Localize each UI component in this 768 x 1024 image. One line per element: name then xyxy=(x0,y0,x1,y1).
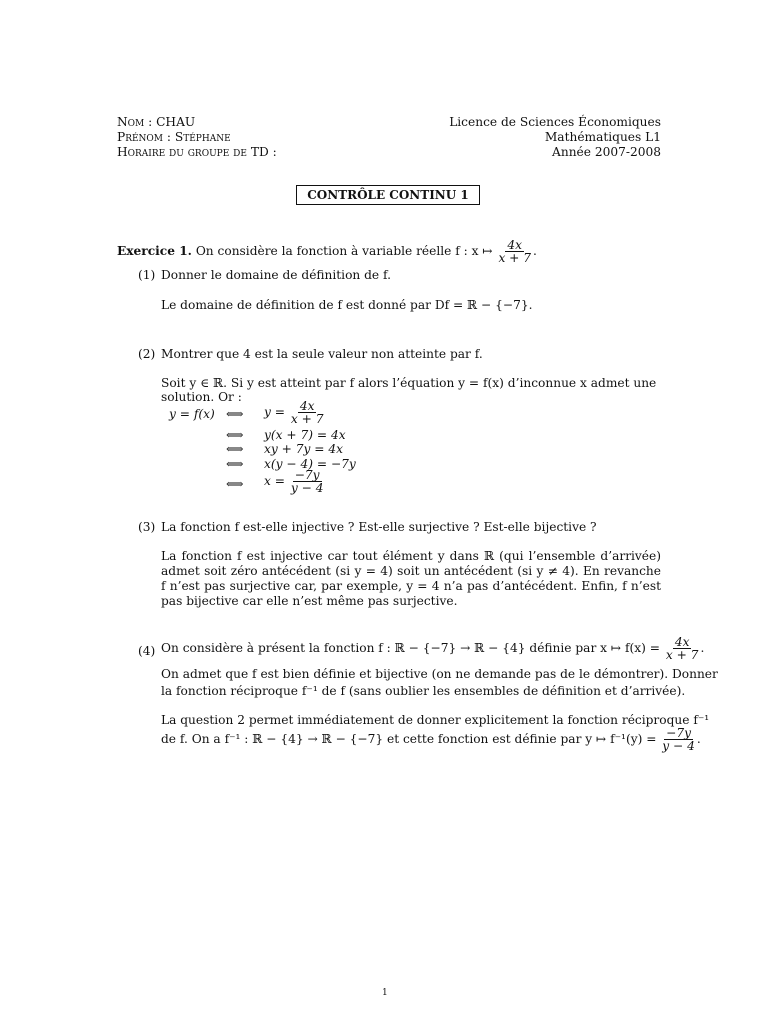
q4-question-frac-den: x + 7 xyxy=(665,648,699,662)
header-year: Année 2007-2008 xyxy=(552,145,661,159)
q4-question-frac xyxy=(664,636,701,661)
q4-answer-frac-den: y − 4 xyxy=(662,739,695,753)
eq-iff-4: ⟺ xyxy=(226,457,244,471)
q4-answer-frac xyxy=(660,727,697,752)
intro-frac-den: x + 7 xyxy=(498,251,532,265)
eq-row-5 xyxy=(264,469,325,494)
eq-iff-5: ⟺ xyxy=(226,477,244,491)
q4-question-line2: On admet que f est bien définie et bijective (on ne demande pas de le démontrer). Donner xyxy=(161,667,718,681)
q4-question-line3: la fonction réciproque f⁻¹ de f (sans oublier les ensembles de définition et d’arrivée). xyxy=(161,684,686,698)
q1-question: Donner le domaine de définition de f. xyxy=(161,268,391,282)
intro-fraction xyxy=(496,239,533,264)
eq-row-1-prefix: y = xyxy=(264,405,285,419)
exercise-label: Exercice 1. xyxy=(117,244,192,258)
q4-answer-b: de f. On a f⁻¹ : ℝ − {4} → ℝ − {−7} et cette fonction est définie par y ↦ f⁻¹(y) = xyxy=(161,732,657,746)
q1-number: (1) xyxy=(138,268,156,282)
q2-answer-line2: solution. Or : xyxy=(161,390,242,404)
q3-question: La fonction f est-elle injective ? Est-elle surjective ? Est-elle bijective ? xyxy=(161,520,597,534)
exercise-intro: Exercice 1. On considère la fonction à variable réelle f : x ↦ $\frac{4x}{x + 7}$ . xyxy=(117,238,537,265)
eq-row-3: xy + 7y = 4x xyxy=(264,442,343,456)
eq-row-5-num: −7y xyxy=(294,468,320,482)
q4-answer-line2: de f. On a f⁻¹ : ℝ − {4} → ℝ − {−7} et cette fonction est définie par y ↦ f⁻¹(y) = $\frac{-7y}{y - 4}$ . xyxy=(161,726,701,753)
q3-number: (3) xyxy=(138,520,156,534)
q2-number: (2) xyxy=(138,347,156,361)
eq-row-5-den: y − 4 xyxy=(290,481,324,495)
page-title: CONTRÔLE CONTINU 1 xyxy=(296,185,480,205)
eq-iff-3: ⟺ xyxy=(226,442,244,456)
eq-row-1-den: x + 7 xyxy=(290,412,324,426)
eq-iff-1: ⟺ xyxy=(226,407,244,421)
q4-question-line1: On considère à présent la fonction f : ℝ − {−7} → ℝ − {4} définie par x ↦ f(x) = $\frac{4x}{x + 7}$ . xyxy=(161,635,705,662)
header-firstname: Prénom : Stéphane xyxy=(117,130,231,144)
page-number: 1 xyxy=(382,988,388,998)
header-course: Mathématiques L1 xyxy=(544,130,661,144)
q2-question: Montrer que 4 est la seule valeur non atteinte par f. xyxy=(161,347,483,361)
eq-iff-2: ⟺ xyxy=(226,428,244,442)
q3-answer: La fonction f est injective car tout élément y dans ℝ (qui l’ensemble d’arrivée) admet soit zéro antécédent (si y = 4) soit un antécédent (si y ≠ 4). En revanche f n’est pas surjective car, par exemple, y = 4 n’a pas d’antécédent. Enfin, f n’est pas bijective car elle n’est même pas surjective. xyxy=(161,549,661,608)
q4-question-a: On considère à présent la fonction f : ℝ − {−7} → ℝ − {4} définie par x ↦ f(x) = xyxy=(161,641,660,655)
q4-answer-frac-num: −7y xyxy=(666,726,692,740)
q4-number: (4) xyxy=(138,644,156,658)
eq-row-4: x(y − 4) = −7y xyxy=(264,457,356,471)
header-program: Licence de Sciences Économiques xyxy=(449,115,661,129)
header-name: Nom : CHAU xyxy=(117,115,196,129)
q4-question-frac-num: 4x xyxy=(674,635,690,649)
eq-lhs: y = f(x) xyxy=(169,407,215,421)
eq-row-1 xyxy=(264,400,325,425)
exercise-intro-text: On considère la fonction à variable réelle f : x ↦ xyxy=(195,244,493,258)
eq-row-1-num: 4x xyxy=(299,399,315,413)
eq-row-2: y(x + 7) = 4x xyxy=(264,428,346,442)
eq-row-5-frac xyxy=(289,469,326,494)
q4-answer-line1: La question 2 permet immédiatement de donner explicitement la fonction réciproque f⁻¹ xyxy=(161,713,710,727)
q1-answer: Le domaine de définition de f est donné par Df = ℝ − {−7}. xyxy=(161,298,533,312)
q2-answer-line1: Soit y ∈ ℝ. Si y est atteint par f alors l’équation y = f(x) d’inconnue x admet une xyxy=(161,376,657,390)
eq-row-5-prefix: x = xyxy=(264,474,285,488)
eq-row-1-frac xyxy=(289,400,326,425)
intro-frac-num: 4x xyxy=(507,238,523,252)
header-td-group: Horaire du groupe de TD : xyxy=(117,145,277,159)
